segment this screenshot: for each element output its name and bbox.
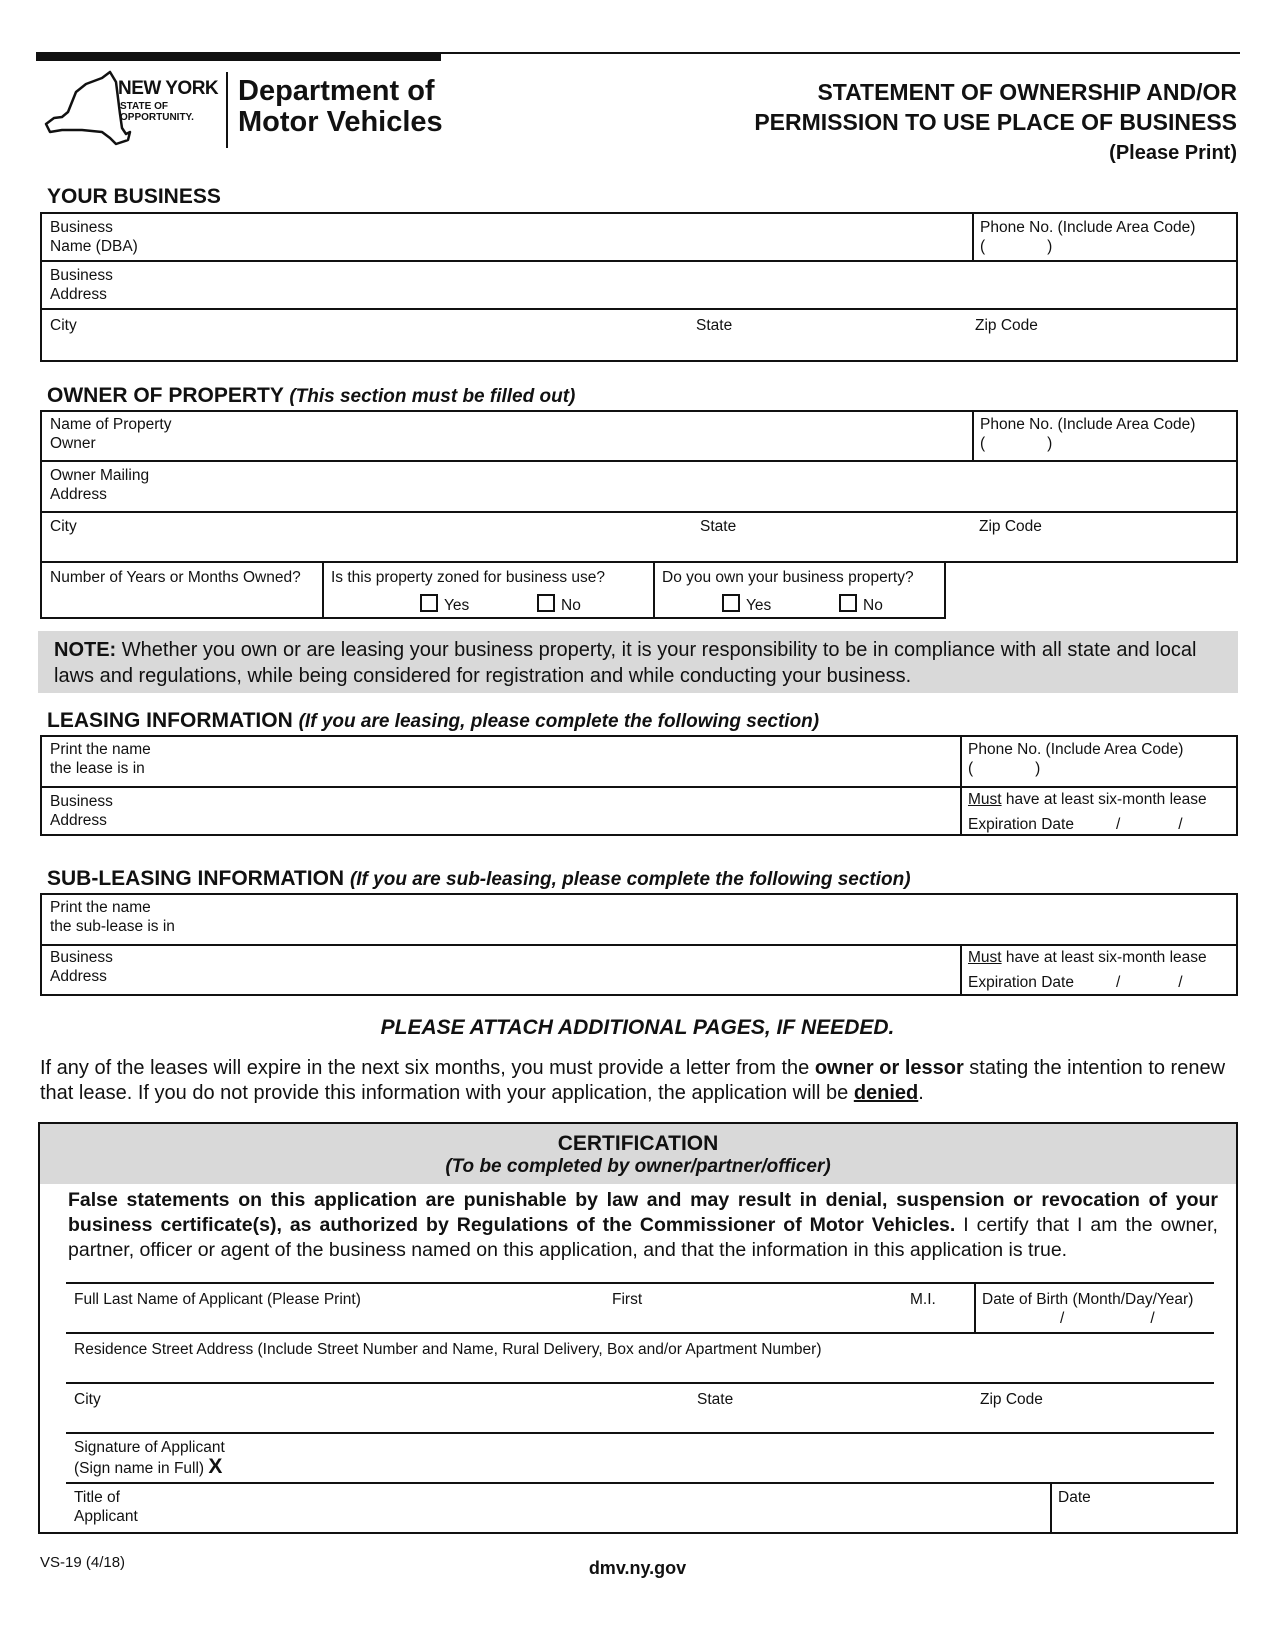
must-word: Must	[968, 949, 1002, 966]
sublease-address-field[interactable]	[50, 948, 113, 986]
zoned-no-checkbox[interactable]	[537, 594, 555, 612]
must-word: Must	[968, 791, 1002, 808]
zoned-yes-option[interactable]	[420, 594, 469, 615]
field-label: Business	[50, 267, 113, 284]
lease-requirement	[968, 790, 1236, 809]
option-label: Yes	[444, 597, 470, 614]
field-label: Name (DBA)	[50, 238, 138, 255]
field-label: Owner Mailing	[50, 467, 150, 484]
phone-parens	[980, 434, 1236, 453]
field-label: Applicant	[74, 1508, 138, 1525]
logo-divider	[226, 72, 228, 148]
paren: )	[1047, 238, 1053, 255]
applicant-mi-field[interactable]: M.I.	[910, 1291, 936, 1308]
certification-statement	[68, 1188, 1218, 1263]
section-title-note: (If you are sub-leasing, please complete the following section)	[349, 869, 911, 890]
field-label: Phone No. (Include Area Code)	[980, 416, 1196, 433]
field-label: Business	[50, 793, 113, 810]
compliance-note	[38, 631, 1238, 693]
business-name-field[interactable]	[50, 218, 138, 256]
business-city-field[interactable]: City	[50, 317, 77, 334]
attach-pages-notice: PLEASE ATTACH ADDITIONAL PAGES, IF NEEDED.	[380, 1016, 895, 1039]
date-slash: /	[1150, 1310, 1155, 1327]
divider	[972, 410, 974, 460]
form-title	[754, 77, 1237, 137]
own-yes-checkbox[interactable]	[722, 594, 740, 612]
section-title-subleasing	[47, 867, 911, 891]
field-label: Expiration Date	[968, 816, 1074, 833]
owner-city-field[interactable]: City	[50, 518, 77, 535]
note-label: NOTE:	[54, 639, 117, 661]
section-title-your-business: YOUR BUSINESS	[47, 185, 221, 208]
phone-parens	[980, 237, 1236, 256]
field-label: Name of Property	[50, 416, 172, 433]
paragraph-text: stating the intention to renew that lease. If you do not provide this information with your application, the application will be	[40, 1057, 1226, 1104]
paren: (	[980, 238, 986, 255]
paren: )	[1035, 760, 1041, 777]
divider	[653, 561, 655, 619]
lease-expiry-paragraph	[40, 1056, 1240, 1106]
section-title-leasing	[47, 709, 819, 733]
paragraph-text: If any of the leases will expire in the next six months, you must provide a letter from the	[40, 1057, 815, 1079]
signature-field[interactable]	[74, 1438, 225, 1478]
zoned-yes-checkbox[interactable]	[420, 594, 438, 612]
divider	[66, 1282, 1214, 1284]
date-slash: /	[1178, 974, 1183, 991]
logo-tagline-2: OPPORTUNITY.	[120, 112, 194, 123]
residence-state-field[interactable]: State	[697, 1391, 734, 1408]
divider	[40, 786, 1238, 788]
field-label-row	[74, 1457, 225, 1478]
divider	[40, 308, 1238, 310]
divider	[960, 735, 962, 836]
field-label: Owner	[50, 435, 96, 452]
own-no-option[interactable]	[839, 594, 883, 615]
applicant-title-field[interactable]	[74, 1488, 138, 1526]
option-label: Yes	[746, 597, 772, 614]
header-rule-thick	[36, 52, 441, 61]
applicant-first-name-field[interactable]: First	[612, 1291, 643, 1308]
divider	[322, 561, 324, 619]
signature-x-mark: X	[208, 1455, 223, 1478]
form-subtitle: (Please Print)	[1109, 142, 1237, 164]
residence-city-field[interactable]: City	[74, 1391, 101, 1408]
statement-text: I certify that I am the owner, partner, officer or agent of the business named on this application, and that the information in this application is true.	[68, 1214, 1218, 1261]
divider	[974, 1282, 976, 1332]
divider	[40, 460, 1238, 462]
signature-date-field[interactable]: Date	[1058, 1489, 1091, 1506]
paragraph-text: .	[918, 1082, 924, 1104]
certification-header	[40, 1124, 1236, 1184]
field-label: Signature of Applicant	[74, 1439, 225, 1456]
expiration-row	[968, 973, 1236, 992]
applicant-dob-field[interactable]	[982, 1290, 1212, 1328]
field-label: the lease is in	[50, 760, 145, 777]
certification-subtitle: (To be completed by owner/partner/officer)	[445, 1156, 831, 1177]
divider	[40, 511, 1238, 513]
business-phone-field[interactable]	[980, 218, 1236, 256]
requirement-text: have at least six-month lease	[1005, 949, 1207, 966]
years-owned-field[interactable]: Number of Years or Months Owned?	[50, 569, 301, 586]
section-title-text: LEASING INFORMATION	[47, 709, 293, 732]
paren: (	[968, 760, 974, 777]
business-address-field[interactable]	[50, 266, 113, 304]
form-title-line1: STATEMENT OF OWNERSHIP AND/OR	[817, 79, 1237, 105]
field-label: Expiration Date	[968, 974, 1074, 991]
divider	[66, 1382, 1214, 1384]
zoned-no-option[interactable]	[537, 594, 581, 615]
paren: )	[1047, 435, 1053, 452]
own-no-checkbox[interactable]	[839, 594, 857, 612]
date-slash: /	[1178, 816, 1183, 833]
divider	[66, 1482, 1214, 1484]
sublease-requirement	[968, 948, 1236, 967]
field-label: Address	[50, 812, 107, 829]
date-slash: /	[1115, 974, 1121, 991]
requirement-text: have at least six-month lease	[1005, 791, 1207, 808]
phone-parens	[968, 759, 1236, 778]
section-title-text: OWNER OF PROPERTY	[47, 384, 284, 407]
logo-tagline	[120, 101, 194, 123]
owner-mailing-address-field[interactable]	[50, 466, 149, 504]
business-zip-field[interactable]: Zip Code	[975, 317, 1038, 334]
logo-new-york: NEW YORK	[118, 78, 219, 99]
certification-title: CERTIFICATION	[557, 1132, 719, 1155]
residence-address-field[interactable]: Residence Street Address (Include Street Number and Name, Rural Delivery, Box and/or Apartment Number)	[74, 1341, 822, 1358]
option-label: No	[561, 597, 581, 614]
option-label: No	[863, 597, 883, 614]
lease-expiration-field[interactable]	[968, 790, 1236, 834]
note-text: Whether you own or are leasing your business property, it is your responsibility to be in compliance with all state and local laws and regulations, while being considered for registration and while conducting your business.	[54, 639, 1197, 687]
field-label: (Sign name in Full)	[74, 1460, 205, 1477]
section-title-note: (If you are leasing, please complete the following section)	[298, 711, 820, 732]
applicant-last-name-field[interactable]: Full Last Name of Applicant (Please Print)	[74, 1291, 361, 1308]
lease-address-field[interactable]	[50, 792, 113, 830]
field-label: Phone No. (Include Area Code)	[968, 741, 1184, 758]
divider	[1050, 1482, 1052, 1532]
agency-name-line2: Motor Vehicles	[238, 106, 443, 138]
own-yes-option[interactable]	[722, 594, 771, 615]
paragraph-bold: owner or lessor	[814, 1057, 964, 1079]
section-title-text: SUB-LEASING INFORMATION	[47, 867, 345, 890]
lease-name-field[interactable]	[50, 740, 151, 778]
agency-name	[238, 76, 443, 138]
owner-name-field[interactable]	[50, 415, 171, 453]
field-label: Date of Birth (Month/Day/Year)	[982, 1291, 1194, 1308]
expiration-row	[968, 815, 1236, 834]
field-label: Address	[50, 968, 107, 985]
form-id: VS-19 (4/18)	[40, 1554, 126, 1571]
divider	[960, 944, 962, 996]
residence-zip-field[interactable]: Zip Code	[980, 1391, 1043, 1408]
paren: (	[980, 435, 986, 452]
date-slash: /	[1115, 816, 1121, 833]
certification-section	[38, 1122, 1238, 1534]
sublease-name-field[interactable]	[50, 898, 175, 936]
field-label: Address	[50, 286, 107, 303]
owner-state-field[interactable]: State	[700, 518, 737, 535]
lease-phone-field[interactable]	[968, 740, 1236, 778]
divider	[40, 260, 1238, 262]
owner-zip-field[interactable]: Zip Code	[979, 518, 1042, 535]
own-question: Do you own your business property?	[662, 569, 914, 586]
divider	[66, 1432, 1214, 1434]
form-title-line2: PERMISSION TO USE PLACE OF BUSINESS	[754, 109, 1237, 135]
section-title-note: (This section must be filled out)	[289, 386, 576, 407]
date-slash: /	[1060, 1310, 1065, 1327]
paragraph-denied: denied	[853, 1082, 919, 1104]
website: dmv.ny.gov	[588, 1558, 687, 1578]
divider	[40, 944, 1238, 946]
dob-slashes	[982, 1309, 1212, 1328]
owner-phone-field[interactable]	[980, 415, 1236, 453]
field-label: Business	[50, 219, 113, 236]
logo-tagline-1: STATE OF	[120, 101, 168, 112]
field-label: the sub-lease is in	[50, 918, 175, 935]
zoned-question: Is this property zoned for business use?	[331, 569, 605, 586]
statement-bold: False statements on this application are punishable by law and may result in denial, suspension or revocation of your business certificate(s), as authorized by Regulations of the Commissioner of Motor Vehicles.	[68, 1189, 1218, 1236]
field-label: Print the name	[50, 741, 151, 758]
field-label: Address	[50, 486, 107, 503]
divider	[66, 1332, 1214, 1334]
field-label: Title of	[74, 1489, 120, 1506]
sublease-expiration-field[interactable]	[968, 948, 1236, 992]
field-label: Business	[50, 949, 113, 966]
divider	[972, 212, 974, 260]
field-label: Phone No. (Include Area Code)	[980, 219, 1196, 236]
field-label: Print the name	[50, 899, 151, 916]
agency-name-line1: Department of	[238, 75, 435, 107]
section-title-owner	[47, 384, 575, 408]
business-state-field[interactable]: State	[696, 317, 733, 334]
